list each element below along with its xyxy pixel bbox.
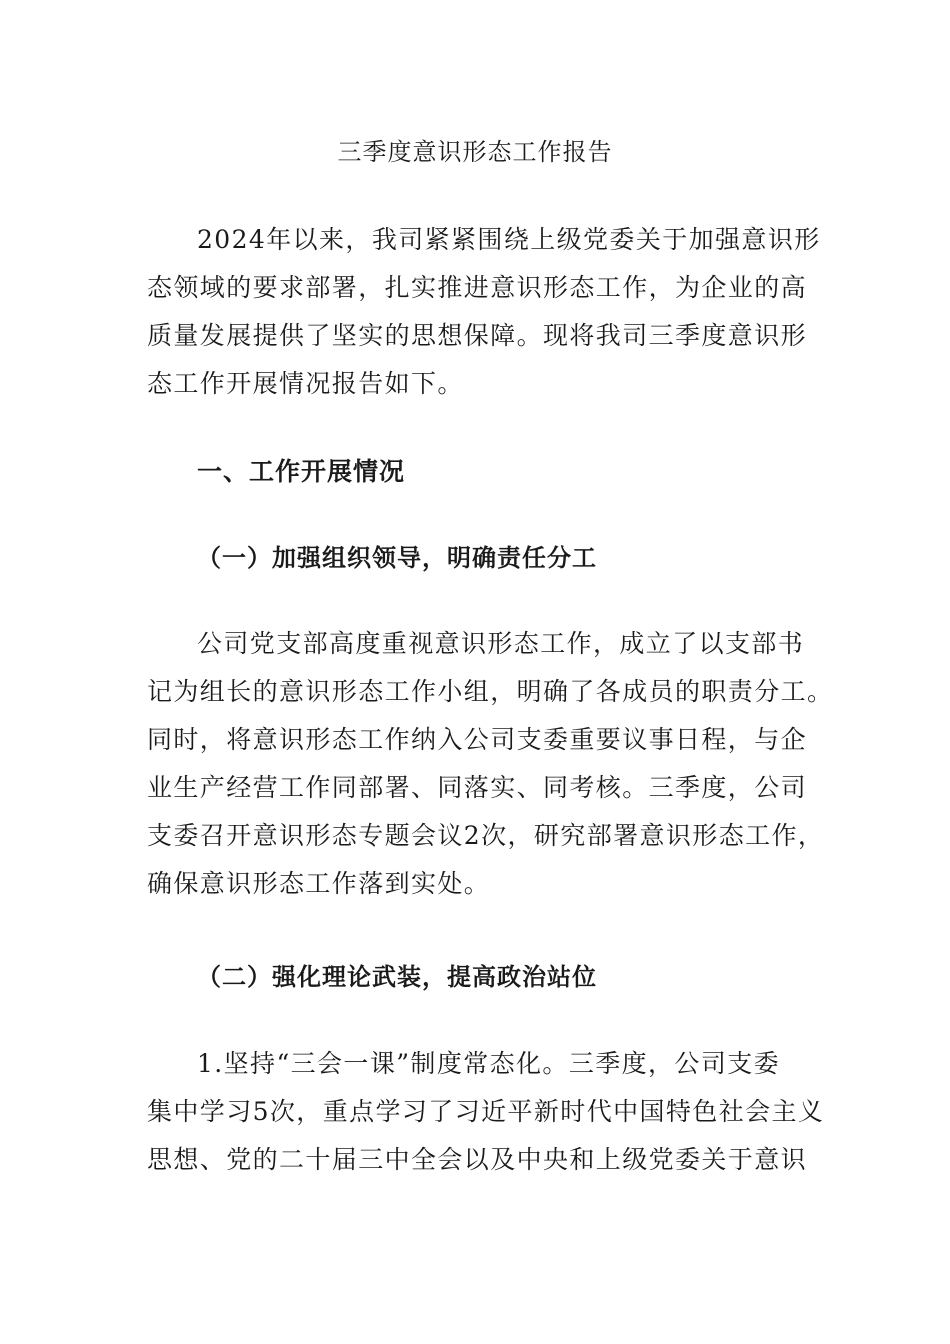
subsection-heading-2: （二）强化理论武装，提高政治站位 (197, 963, 597, 991)
intro-line: 态领域的要求部署，扎实推进意识形态工作，为企业的高 (147, 273, 808, 302)
document-title: 三季度意识形态工作报告 (337, 138, 613, 166)
paragraph-line: 业生产经营工作同部署、同落实、同考核。三季度，公司 (147, 773, 808, 802)
section-heading-1: 一、工作开展情况 (197, 457, 406, 486)
paragraph-line: 同时，将意识形态工作纳入公司支委重要议事日程，与企 (147, 725, 808, 754)
intro-line: 态工作开展情况报告如下。 (147, 369, 464, 398)
paragraph-line: 集中学习5次，重点学习了习近平新时代中国特色社会主义 (147, 1097, 825, 1126)
paragraph-line: 确保意识形态工作落到实处。 (147, 869, 491, 898)
paragraph-line: 记为组长的意识形态工作小组，明确了各成员的职责分工。 (147, 677, 834, 706)
paragraph-line: 1.坚持“三会一课”制度常态化。三季度，公司支委 (197, 1049, 781, 1078)
intro-line: 2024年以来，我司紧紧围绕上级党委关于加强意识形 (197, 225, 821, 254)
subsection-heading-1: （一）加强组织领导，明确责任分工 (197, 544, 597, 572)
paragraph-line: 支委召开意识形态专题会议2次，研究部署意识形态工作， (147, 821, 825, 850)
paragraph-line: 公司党支部高度重视意识形态工作，成立了以支部书 (197, 629, 805, 658)
intro-line: 质量发展提供了坚实的思想保障。现将我司三季度意识形 (147, 321, 808, 350)
paragraph-line: 思想、党的二十届三中全会以及中央和上级党委关于意识 (147, 1145, 808, 1174)
